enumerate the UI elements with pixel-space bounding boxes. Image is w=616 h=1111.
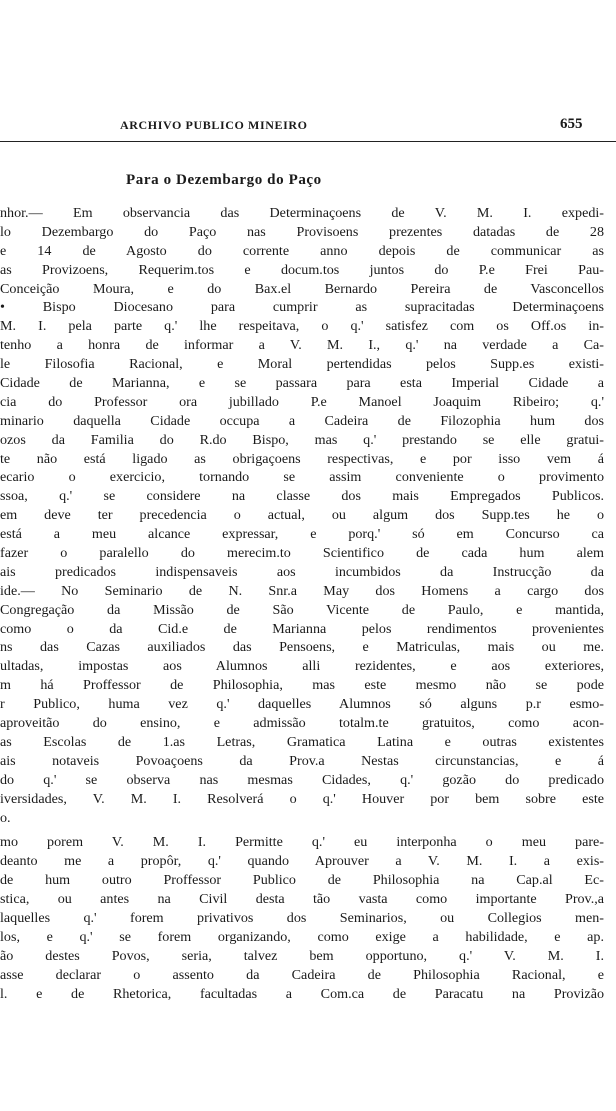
text-line: ão destes Povos, seria, talvez bem opportuno, q.' V. M. I. xyxy=(0,947,604,964)
text-line: asse declarar o assento da Cadeira de Philosophia Racional, e xyxy=(0,966,604,983)
text-line: le Filosofia Racional, e Moral pertendidas pelos Supp.es existi- xyxy=(0,356,604,373)
text-line: o. xyxy=(0,809,11,826)
text-line: iversidades, V. M. I. Resolverá o q.' Houver por bem sobre este xyxy=(0,790,604,807)
running-header xyxy=(0,118,616,138)
text-line: M. I. pela parte q.' lhe respeitava, o q.' satisfez com os Off.os in- xyxy=(0,318,604,335)
text-line: stica, ou antes na Civil desta tão vasta como importante Prov.,a xyxy=(0,891,604,908)
running-title: ARCHIVO PUBLICO MINEIRO xyxy=(120,118,308,132)
text-line: as Escolas de 1.as Letras, Gramatica Latina e outras existentes xyxy=(0,733,604,750)
text-line: aproveitão do ensino, e admissão totalm.te gratuitos, como acon- xyxy=(0,715,604,732)
text-line: minario daquella Cidade occupa a Cadeira de Filozophia hum dos xyxy=(0,412,604,429)
text-line: los, e q.' se forem organizando, como exige a habilidade, e ap. xyxy=(0,928,604,945)
text-line: ide.— No Seminario de N. Snr.a May dos Homens a cargo dos xyxy=(0,582,604,599)
text-line: ais predicados indispensaveis aos incumbidos da Instrucção da xyxy=(0,563,604,580)
text-line: como o da Cid.e de Marianna pelos rendimentos provenientes xyxy=(0,620,604,637)
text-line: l. e de Rhetorica, facultadas a Com.ca de Paracatu na Provizão xyxy=(0,985,604,1002)
text-line: deanto me a propôr, q.' quando Aprouver a V. M. I. a exis- xyxy=(0,853,604,870)
text-line: ultadas, impostas aos Alumnos alli rezidentes, e aos exteriores, xyxy=(0,658,604,675)
paragraph-1 xyxy=(0,204,616,827)
text-line: tenho a honra de informar a V. M. I., q.' na verdade a Ca- xyxy=(0,337,604,354)
text-line: ais notaveis Povoaçoens da Prov.a Nestas circunstancias, e á xyxy=(0,752,604,769)
text-line: lo Dezembargo do Paço nas Provisoens prezentes datadas de 28 xyxy=(0,223,604,240)
text-line: de hum outro Proffessor Publico de Philosophia na Cap.al Ec- xyxy=(0,872,604,889)
text-line: em deve ter precedencia o actual, ou algum dos Supp.tes he o xyxy=(0,507,604,524)
text-line: cia do Professor ora jubillado P.e Manoel Joaquim Ribeiro; q.' xyxy=(0,393,604,410)
body-text xyxy=(0,204,616,1003)
text-line: Congregação da Missão de São Vicente de Paulo, e mantida, xyxy=(0,601,604,618)
text-line: e 14 de Agosto do corrente anno depois de communicar as xyxy=(0,242,604,259)
text-line: m há Proffessor de Philosophia, mas este mesmo não se pode xyxy=(0,677,604,694)
text-line: r Publico, huma vez q.' daquelles Alumnos só alguns p.r esmo- xyxy=(0,696,604,713)
text-line: mo porem V. M. I. Permitte q.' eu interponha o meu pare- xyxy=(0,834,604,851)
section-title: Para o Dezembargo do Paço xyxy=(126,172,322,188)
text-line: está a meu alcance expressar, e porq.' só em Concurso ca xyxy=(0,526,604,543)
text-line: do q.' se observa nas mesmas Cidades, q.' gozão do predicado xyxy=(0,771,604,788)
text-line: • Bispo Diocesano para cumprir as supracitadas Determinaçoens xyxy=(0,299,604,316)
text-line: ssoa, q.' se considere na classe dos mais Empregados Publicos. xyxy=(0,488,604,505)
page-number: 655 xyxy=(560,116,583,132)
text-line: te não está ligado as obrigaçoens respectivas, e por isso vem á xyxy=(0,450,604,467)
header-rule xyxy=(0,141,616,142)
text-line: nhor.— Em observancia das Determinaçoens de V. M. I. expedi- xyxy=(0,205,604,221)
text-line: Cidade de Marianna, e se passara para esta Imperial Cidade a xyxy=(0,375,604,392)
text-line: ns das Cazas auxiliados das Pensoens, e Matriculas, mais ou me. xyxy=(0,639,604,656)
text-line: as Provizoens, Requerim.tos e docum.tos juntos do P.e Frei Pau- xyxy=(0,261,604,278)
text-line: fazer o paralello do merecim.to Scientifico de cada hum alem xyxy=(0,545,604,562)
text-line: Conceição Moura, e do Bax.el Bernardo Pereira de Vasconcellos xyxy=(0,280,604,297)
text-line: laquelles q.' forem privativos dos Seminarios, ou Collegios men- xyxy=(0,909,604,926)
paragraph-2 xyxy=(0,833,616,1003)
text-line: ozos da Familia do R.do Bispo, mas q.' prestando se elle gratui- xyxy=(0,431,604,448)
text-line: ecario o exercicio, tornando se assim conveniente o provimento xyxy=(0,469,604,486)
